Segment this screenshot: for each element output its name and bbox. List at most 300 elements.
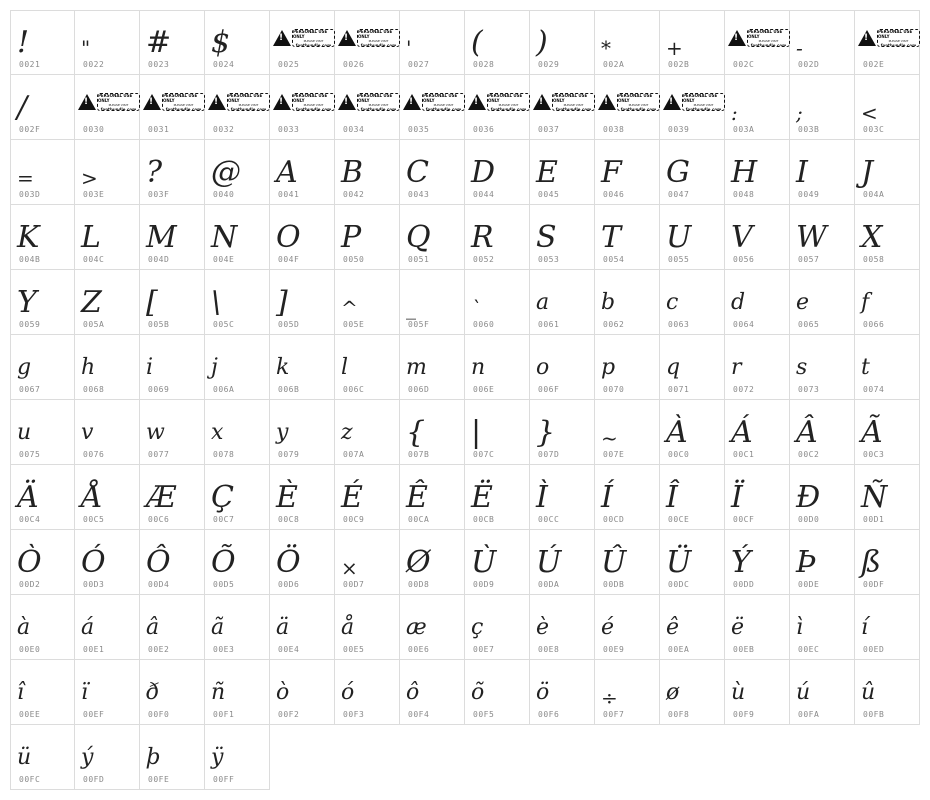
glyph-char: û [861,680,876,705]
glyph-code-label: 00F2 [278,710,300,719]
glyph-cell[interactable] [660,205,725,270]
glyph-cell[interactable] [855,660,920,725]
glyph-cell[interactable] [790,10,855,75]
glyph-char: \ [211,285,222,320]
glyph-cell[interactable] [855,465,920,530]
badge-line2: PLEASE VISIT [368,102,389,107]
glyph-cell[interactable] [335,335,400,400]
glyph-char: > [81,166,98,190]
glyph-code-label: 0063 [668,320,690,329]
glyph-code-label: 0072 [733,385,755,394]
glyph-cell[interactable] [400,400,465,465]
glyph-cell[interactable] [270,530,335,595]
glyph-char: ý [81,745,94,770]
glyph-cell[interactable] [270,660,335,725]
glyph-cell[interactable] [335,205,400,270]
glyph-cell[interactable] [790,660,855,725]
glyph-code-label: 00DE [798,580,820,589]
warning-triangle-icon [273,30,291,46]
glyph-code-label: 00C0 [668,450,690,459]
glyph-code-label: 00CA [408,515,430,524]
glyph-cell[interactable] [75,205,140,270]
glyph-code-label: 0038 [603,125,625,134]
glyph-code-label: 00E6 [408,645,430,654]
glyph-code-label: 0046 [603,190,625,199]
glyph-char: ú [796,680,811,705]
glyph-char: M [146,220,177,255]
glyph-cell[interactable] [790,205,855,270]
glyph-code-label: 00C9 [343,515,365,524]
glyph-char: K [17,220,40,255]
glyph-cell[interactable] [335,530,400,595]
glyph-cell[interactable] [270,270,335,335]
glyph-cell[interactable] [595,530,660,595]
glyph-cell[interactable] [10,595,75,660]
glyph-cell[interactable] [725,530,790,595]
glyph-cell[interactable] [205,530,270,595]
glyph-char: ï [81,680,89,705]
glyph-cell[interactable] [725,75,790,140]
glyph-code-label: 00FF [213,775,235,784]
glyph-cell[interactable] [140,660,205,725]
glyph-cell[interactable] [465,270,530,335]
glyph-cell[interactable] [595,205,660,270]
glyph-code-label: 0055 [668,255,690,264]
glyph-code-label: 002E [863,60,885,69]
glyph-code-label: 003E [83,190,105,199]
badge-line3: fontbundle.com [360,106,397,111]
glyph-cell[interactable] [790,270,855,335]
glyph-char: : [731,101,738,125]
glyph-char: } [536,415,556,450]
glyph-char: Z [81,285,102,320]
glyph-char: U [666,220,692,255]
glyph-cell[interactable] [205,465,270,530]
glyph-cell[interactable] [790,400,855,465]
glyph-cell[interactable] [855,595,920,660]
glyph-cell[interactable] [595,75,660,140]
glyph-cell[interactable] [75,530,140,595]
glyph-char: Å [81,480,103,515]
glyph-char: y [276,420,289,445]
glyph-cell[interactable] [335,10,400,75]
glyph-cell[interactable] [270,205,335,270]
glyph-char: À [666,415,688,450]
glyph-char: â [146,615,160,640]
glyph-cell[interactable] [140,725,205,790]
badge-line3: fontbundle.com [360,42,397,47]
glyph-cell[interactable] [725,270,790,335]
glyph-cell[interactable] [595,10,660,75]
glyph-code-label: 0073 [798,385,820,394]
glyph-cell[interactable] [75,75,140,140]
glyph-char: ø [666,680,680,705]
glyph-code-label: 0040 [213,190,235,199]
glyph-cell[interactable] [205,140,270,205]
glyph-cell[interactable] [725,205,790,270]
glyph-cell[interactable] [855,400,920,465]
glyph-code-label: 0060 [473,320,495,329]
glyph-code-label: 0031 [148,125,170,134]
glyph-cell[interactable] [465,660,530,725]
glyph-cell[interactable] [400,270,465,335]
glyph-cell[interactable] [205,725,270,790]
glyph-code-label: 00EB [733,645,755,654]
glyph-cell[interactable] [10,725,75,790]
glyph-cell[interactable] [140,530,205,595]
glyph-code-label: 00DB [603,580,625,589]
glyph-char: O [276,220,301,255]
glyph-code-label: 00E3 [213,645,235,654]
glyph-cell[interactable] [725,465,790,530]
glyph-cell[interactable] [790,140,855,205]
glyph-char: ? [146,155,163,190]
glyph-char: F [601,155,622,190]
glyph-cell[interactable] [335,595,400,660]
glyph-cell[interactable] [530,530,595,595]
badge-text-box [97,93,140,111]
glyph-cell[interactable] [855,205,920,270]
glyph-char: T [601,220,622,255]
glyph-cell[interactable] [75,660,140,725]
glyph-cell[interactable] [400,660,465,725]
glyph-code-label: 00D7 [343,580,365,589]
glyph-cell[interactable] [595,595,660,660]
glyph-cell[interactable] [465,400,530,465]
glyph-cell[interactable] [10,465,75,530]
glyph-code-label: 0044 [473,190,495,199]
glyph-code-label: 0026 [343,60,365,69]
glyph-code-label: 00C6 [148,515,170,524]
glyph-cell[interactable] [530,465,595,530]
glyph-code-label: 0079 [278,450,300,459]
glyph-cell[interactable] [530,335,595,400]
glyph-cell[interactable] [140,270,205,335]
glyph-code-label: 00FE [148,775,170,784]
glyph-cell[interactable] [855,335,920,400]
glyph-char: = [17,166,34,190]
glyph-cell[interactable] [790,595,855,660]
glyph-cell[interactable] [140,335,205,400]
glyph-code-label: 0021 [19,60,41,69]
glyph-code-label: 007A [343,450,365,459]
personal-use-badge [273,92,335,112]
glyph-char: ß [861,545,882,580]
glyph-cell[interactable] [660,400,725,465]
glyph-cell[interactable] [660,75,725,140]
glyph-cell[interactable] [10,335,75,400]
glyph-cell[interactable] [10,10,75,75]
glyph-cell[interactable] [75,465,140,530]
glyph-cell[interactable] [75,335,140,400]
glyph-cell[interactable] [335,75,400,140]
glyph-code-label: 00E7 [473,645,495,654]
glyph-code-label: 00CC [538,515,560,524]
badge-line3: fontbundle.com [620,106,657,111]
glyph-code-label: 004D [148,255,170,264]
glyph-cell[interactable] [465,530,530,595]
glyph-code-label: 0064 [733,320,755,329]
glyph-cell[interactable] [270,10,335,75]
badge-line3: fontbundle.com [425,106,462,111]
glyph-cell[interactable] [790,530,855,595]
glyph-code-label: 0075 [19,450,41,459]
glyph-cell[interactable] [10,660,75,725]
glyph-cell[interactable] [205,270,270,335]
glyph-cell[interactable] [790,465,855,530]
glyph-code-label: 00F0 [148,710,170,719]
glyph-cell[interactable] [335,270,400,335]
glyph-cell[interactable] [205,400,270,465]
glyph-cell[interactable] [205,660,270,725]
badge-line1: PERSONAL USE ONLY [553,93,588,103]
glyph-code-label: 00CB [473,515,495,524]
glyph-char: Î [666,480,678,515]
personal-use-badge [468,92,530,112]
glyph-char: C [406,155,429,190]
glyph-code-label: 0054 [603,255,625,264]
glyph-code-label: 0041 [278,190,300,199]
glyph-cell[interactable] [205,595,270,660]
glyph-cell[interactable] [140,205,205,270]
glyph-cell[interactable] [140,595,205,660]
glyph-cell[interactable] [400,335,465,400]
glyph-code-label: 00CF [733,515,755,524]
glyph-cell[interactable] [75,140,140,205]
badge-line3: fontbundle.com [100,106,137,111]
glyph-code-label: 00F7 [603,710,625,719]
glyph-code-label: 00FD [83,775,105,784]
glyph-cell[interactable] [725,10,790,75]
glyph-code-label: 0053 [538,255,560,264]
glyph-cell[interactable] [660,595,725,660]
glyph-cell[interactable] [10,270,75,335]
glyph-cell[interactable] [400,10,465,75]
glyph-code-label: 00EF [83,710,105,719]
glyph-cell[interactable] [530,595,595,660]
glyph-code-label: 006A [213,385,235,394]
glyph-cell[interactable] [10,400,75,465]
glyph-cell[interactable] [725,400,790,465]
glyph-char: ü [17,745,32,770]
glyph-char: u [17,420,32,445]
glyph-cell[interactable] [205,75,270,140]
glyph-cell[interactable] [335,140,400,205]
glyph-char: f [861,290,870,315]
badge-line2: PLEASE VISIT [888,38,909,43]
glyph-char: V [731,220,753,255]
glyph-cell[interactable] [10,140,75,205]
glyph-char: à [17,615,31,640]
glyph-cell[interactable] [530,205,595,270]
glyph-cell[interactable] [855,140,920,205]
badge-line1: PERSONAL USE ONLY [748,29,783,39]
glyph-char: × [341,556,358,580]
glyph-cell[interactable] [660,335,725,400]
glyph-code-label: 00E8 [538,645,560,654]
glyph-cell[interactable] [10,205,75,270]
glyph-char: Ã [861,415,883,450]
glyph-char: Ú [536,545,562,580]
glyph-code-label: 00C8 [278,515,300,524]
glyph-cell[interactable] [725,335,790,400]
glyph-code-label: 0078 [213,450,235,459]
badge-line3: fontbundle.com [880,42,917,47]
glyph-char: ì [796,615,804,640]
glyph-cell[interactable] [660,465,725,530]
badge-line3: fontbundle.com [295,106,332,111]
glyph-cell[interactable] [400,595,465,660]
glyph-cell[interactable] [725,595,790,660]
glyph-cell[interactable] [530,270,595,335]
glyph-code-label: 00F1 [213,710,235,719]
glyph-cell[interactable] [400,140,465,205]
glyph-cell[interactable] [465,335,530,400]
glyph-cell[interactable] [75,725,140,790]
glyph-code-label: 00C3 [863,450,885,459]
glyph-cell[interactable] [140,465,205,530]
glyph-cell[interactable] [270,400,335,465]
glyph-cell[interactable] [335,660,400,725]
glyph-code-label: 00E0 [19,645,41,654]
glyph-cell[interactable] [140,400,205,465]
glyph-cell[interactable] [790,75,855,140]
warning-triangle-icon [728,30,746,46]
glyph-cell[interactable] [465,140,530,205]
glyph-char: _ [406,296,416,320]
glyph-cell[interactable] [530,75,595,140]
badge-line1: PERSONAL USE ONLY [163,93,198,103]
glyph-cell[interactable] [855,75,920,140]
glyph-cell[interactable] [855,530,920,595]
glyph-cell[interactable] [660,140,725,205]
glyph-cell[interactable] [270,595,335,660]
glyph-char: ð [146,680,160,705]
glyph-code-label: 00FB [863,710,885,719]
glyph-cell[interactable] [595,400,660,465]
glyph-cell[interactable] [465,10,530,75]
glyph-char: a [536,290,550,315]
glyph-cell[interactable] [855,270,920,335]
glyph-cell[interactable] [660,530,725,595]
glyph-code-label: 007C [473,450,495,459]
glyph-char: * [601,36,611,60]
glyph-code-label: 006D [408,385,430,394]
glyph-code-label: 00F3 [343,710,365,719]
glyph-code-label: 0027 [408,60,430,69]
glyph-cell[interactable] [660,660,725,725]
glyph-cell[interactable] [205,10,270,75]
glyph-cell[interactable] [10,75,75,140]
glyph-cell[interactable] [855,10,920,75]
glyph-cell[interactable] [530,660,595,725]
glyph-cell[interactable] [530,10,595,75]
glyph-code-label: 004E [213,255,235,264]
glyph-cell[interactable] [595,140,660,205]
badge-text-box [292,93,335,111]
badge-line3: fontbundle.com [555,106,592,111]
glyph-char: L [81,220,101,255]
glyph-char: I [796,155,808,190]
badge-text-box [682,93,725,111]
glyph-cell[interactable] [270,465,335,530]
glyph-code-label: 0069 [148,385,170,394]
glyph-cell[interactable] [465,595,530,660]
glyph-cell[interactable] [660,10,725,75]
glyph-cell[interactable] [270,75,335,140]
glyph-cell[interactable] [595,335,660,400]
glyph-cell[interactable] [75,400,140,465]
glyph-cell[interactable] [75,595,140,660]
glyph-char: ô [406,680,420,705]
glyph-code-label: 007B [408,450,430,459]
glyph-cell[interactable] [465,465,530,530]
glyph-cell[interactable] [140,140,205,205]
warning-triangle-icon [533,94,551,110]
glyph-cell[interactable] [595,660,660,725]
glyph-cell[interactable] [10,530,75,595]
glyph-char: ó [341,680,355,705]
glyph-char: ÿ [211,745,224,770]
glyph-code-label: 0074 [863,385,885,394]
glyph-char: - [796,36,803,60]
glyph-code-label: 00E5 [343,645,365,654]
personal-use-badge [533,92,595,112]
glyph-cell[interactable] [465,205,530,270]
personal-use-badge [663,92,725,112]
glyph-cell[interactable] [530,400,595,465]
glyph-cell[interactable] [595,465,660,530]
glyph-cell[interactable] [140,10,205,75]
warning-triangle-icon [273,94,291,110]
glyph-cell[interactable] [530,140,595,205]
glyph-code-label: 004A [863,190,885,199]
glyph-cell[interactable] [725,140,790,205]
glyph-code-label: 00D8 [408,580,430,589]
glyph-cell[interactable] [400,75,465,140]
glyph-cell[interactable] [205,335,270,400]
glyph-cell[interactable] [790,335,855,400]
glyph-cell[interactable] [400,205,465,270]
glyph-cell[interactable] [660,270,725,335]
glyph-char: h [81,355,96,380]
glyph-cell[interactable] [725,660,790,725]
glyph-cell[interactable] [75,270,140,335]
glyph-code-label: 004F [278,255,300,264]
glyph-cell[interactable] [400,530,465,595]
badge-line2: PLEASE VISIT [303,38,324,43]
glyph-code-label: 0062 [603,320,625,329]
glyph-char: í [861,615,869,640]
glyph-char: ñ [211,680,226,705]
glyph-code-label: 00F6 [538,710,560,719]
glyph-cell[interactable] [465,75,530,140]
glyph-cell[interactable] [270,335,335,400]
glyph-char: Â [796,415,818,450]
glyph-cell[interactable] [205,205,270,270]
glyph-cell[interactable] [335,465,400,530]
glyph-cell[interactable] [400,465,465,530]
glyph-char: Ï [731,480,743,515]
glyph-cell[interactable] [270,140,335,205]
glyph-code-label: 00D5 [213,580,235,589]
glyph-cell[interactable] [335,400,400,465]
glyph-cell[interactable] [595,270,660,335]
glyph-code-label: 006F [538,385,560,394]
glyph-cell[interactable] [75,10,140,75]
glyph-code-label: 0052 [473,255,495,264]
glyph-cell[interactable] [140,75,205,140]
